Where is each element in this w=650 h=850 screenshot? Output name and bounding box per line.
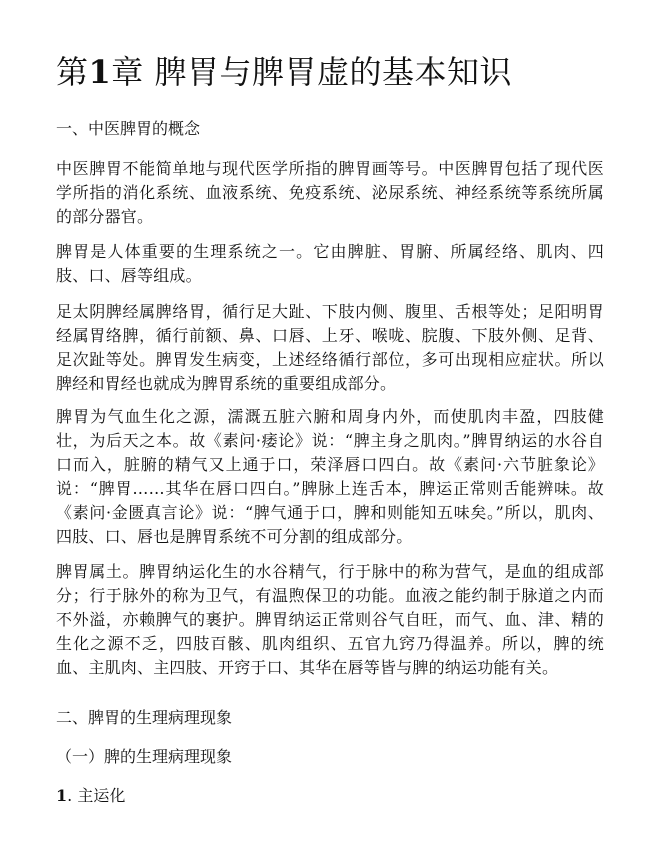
subsection-heading-spleen: （一）脾的生理病理现象 xyxy=(56,747,233,766)
chapter-number: 1 xyxy=(88,53,112,91)
item-heading-transport xyxy=(56,784,125,808)
paragraph-2: 脾胃是人体重要的生理系统之一。它由脾脏、胃腑、所属经络、肌肉、四肢、口、唇等组成。 xyxy=(56,242,604,285)
section-heading-concept: 一、中医脾胃的概念 xyxy=(56,119,201,138)
paragraph-5: 脾胃属土。脾胃纳运化生的水谷精气，行于脉中的称为营气，是血的组成部分；行于脉外的称为卫气，有温煦保卫的功能。血液之能约制于脉道之内而不外溢，亦赖脾气的裹护。脾胃纳运正常则谷气自旺，而气、血、津、精的生化之源不乏，四肢百骸、肌肉组织、五官九窍乃得温养。所以，脾的统血、主肌肉、主四肢、开窍于口、其华在唇等皆与脾的纳运功能有关。 xyxy=(56,562,604,677)
chapter-prefix: 第 xyxy=(56,53,89,91)
paragraph-3: 足太阴脾经属脾络胃，循行足大趾、下肢内侧、腹里、舌根等处；足阳明胃经属胃络脾，循行前额、鼻、口唇、上牙、喉咙、脘腹、下肢外侧、足背、足次趾等处。脾胃发生病变，上述经络循行部位，多可出现相应症状。所以脾经和胃经也就成为脾胃系统的重要组成部分。 xyxy=(56,302,604,393)
chapter-title-text: 章 脾胃与脾胃虚的基本知识 xyxy=(111,53,512,91)
chapter-title xyxy=(56,50,512,94)
item-label: . 主运化 xyxy=(67,786,126,805)
item-number: 1 xyxy=(56,786,68,805)
paragraph-4: 脾胃为气血生化之源，濡溉五脏六腑和周身内外，而使肌肉丰盈，四肢健壮，为后天之本。故《素问·痿论》说：“脾主身之肌肉。”脾胃纳运的水谷自口而入，脏腑的精气又上通于口，荣泽唇口四白。故《素问·六节脏象论》说：“脾胃……其华在唇口四白。”脾脉上连舌本，脾运正常则舌能辨味。故《素问·金匮真言论》说：“脾气通于口，脾和则能知五味矣。”所以，肌肉、四肢、口、唇也是脾胃系统不可分割的组成部分。 xyxy=(56,407,604,546)
section-heading-physiology: 二、脾胃的生理病理现象 xyxy=(56,708,233,727)
paragraph-1: 中医脾胃不能简单地与现代医学所指的脾胃画等号。中医脾胃包括了现代医学所指的消化系统、血液系统、免疫系统、泌尿系统、神经系统等系统所属的部分器官。 xyxy=(56,159,604,226)
